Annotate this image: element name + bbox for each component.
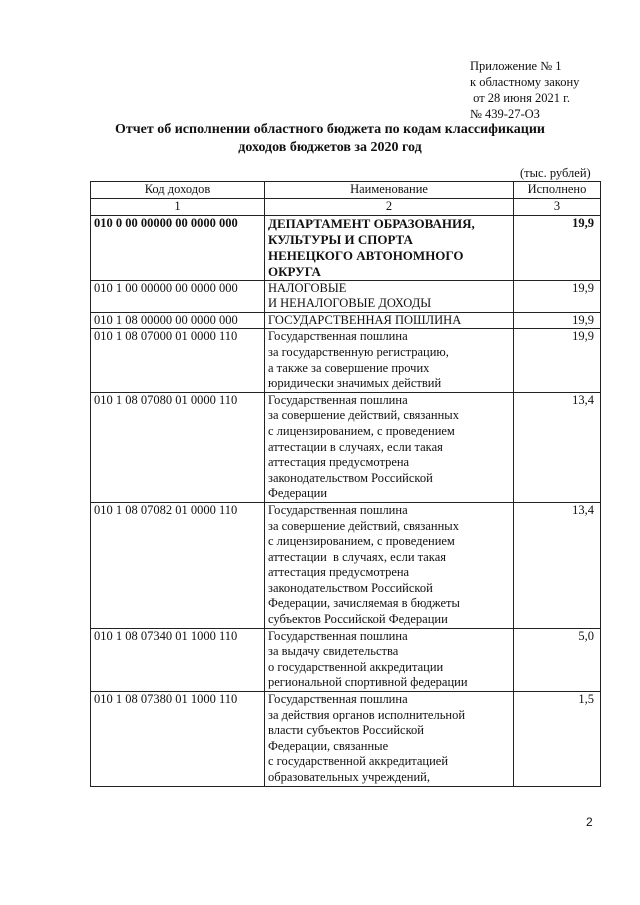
revenue-name [265, 502, 514, 628]
table-row [91, 692, 601, 787]
revenue-name-line: законодательством Российской [268, 470, 433, 485]
executed-value: 19,9 [514, 215, 601, 280]
revenue-name [265, 692, 514, 787]
appendix-line: к областному закону [470, 75, 580, 89]
revenue-code: 010 1 08 07082 01 0000 110 [91, 502, 265, 628]
column-number-row [91, 199, 601, 216]
table-row [91, 392, 601, 502]
appendix-block [470, 58, 630, 122]
executed-value: 19,9 [514, 312, 601, 329]
revenue-name-line: образовательных учреждений, [268, 770, 430, 784]
revenue-code: 010 1 08 07380 01 1000 110 [91, 692, 265, 787]
revenue-code: 010 0 00 00000 00 0000 000 [91, 215, 265, 280]
revenue-name-line: Государственная пошлина [268, 329, 408, 344]
revenue-name [265, 312, 514, 329]
revenue-name-line: Федерации, зачисляемая в бюджеты [268, 596, 460, 611]
report-title-line: доходов бюджетов за 2020 год [238, 140, 422, 155]
table-row [91, 329, 601, 392]
revenue-name-line: с лицензированием, с проведением [268, 534, 455, 549]
report-title [60, 121, 600, 157]
column-number: 3 [514, 199, 601, 216]
page-number: 2 [586, 815, 593, 829]
appendix-line: Приложение № 1 [470, 59, 562, 73]
appendix-line: от 28 июня 2021 г. [470, 91, 570, 105]
revenue-name-line: Государственная пошлина [268, 692, 408, 707]
executed-value: 19,9 [514, 329, 601, 392]
revenue-name-line: И НЕНАЛОГОВЫЕ ДОХОДЫ [268, 296, 432, 311]
revenue-name [265, 628, 514, 691]
revenue-name-line: с государственной аккредитацией [268, 754, 449, 769]
revenue-code: 010 1 08 07000 01 0000 110 [91, 329, 265, 392]
revenue-name-line: аттестация предусмотрена [268, 565, 410, 580]
units-label: (тыс. рублей) [520, 166, 591, 180]
revenue-name-line: Федерации [268, 486, 328, 501]
revenue-name [265, 280, 514, 312]
revenue-table [90, 181, 601, 787]
appendix-line: № 439-27-ОЗ [470, 107, 540, 121]
revenue-name [265, 392, 514, 502]
executed-value: 19,9 [514, 280, 601, 312]
revenue-name-line: субъектов Российской Федерации [268, 612, 448, 627]
revenue-name-line: аттестации в случаях, если такая [268, 439, 443, 454]
table-header-row [91, 182, 601, 199]
revenue-name-line: ГОСУДАРСТВЕННАЯ ПОШЛИНА [268, 312, 462, 327]
table-row [91, 628, 601, 691]
revenue-code: 010 1 08 07080 01 0000 110 [91, 392, 265, 502]
table-row [91, 280, 601, 312]
revenue-name-line: Федерации, связанные [268, 738, 389, 753]
table-row [91, 502, 601, 628]
revenue-name-line: Государственная пошлина [268, 502, 408, 517]
executed-value: 1,5 [514, 692, 601, 787]
revenue-name [265, 215, 514, 280]
revenue-name-line: аттестации в случаях, если такая [268, 549, 446, 564]
column-number: 2 [265, 199, 514, 216]
revenue-name-line: а также за совершение прочих [268, 360, 430, 375]
revenue-name-line: региональной спортивной федерации [268, 675, 468, 690]
revenue-name-line: за совершение действий, связанных [268, 408, 459, 423]
column-number: 1 [91, 199, 265, 216]
header-name: Наименование [265, 182, 514, 199]
revenue-name-line: Государственная пошлина [268, 628, 408, 643]
executed-value: 5,0 [514, 628, 601, 691]
executed-value: 13,4 [514, 392, 601, 502]
revenue-name-line: за выдачу свидетельства [268, 644, 399, 659]
table-row [91, 215, 601, 280]
revenue-name-line: юридически значимых действий [268, 376, 442, 391]
revenue-name-line: за государственную регистрацию, [268, 344, 449, 359]
revenue-name-line: аттестация предусмотрена [268, 455, 410, 470]
report-title-line: Отчет об исполнении областного бюджета по кодам классификации [114, 122, 545, 137]
table-row [91, 312, 601, 329]
revenue-name-line: КУЛЬТУРЫ И СПОРТА [268, 231, 413, 247]
revenue-name-line: НАЛОГОВЫЕ [268, 280, 347, 295]
executed-value: 13,4 [514, 502, 601, 628]
revenue-name-line: власти субъектов Российской [268, 723, 424, 738]
revenue-code: 010 1 00 00000 00 0000 000 [91, 280, 265, 312]
revenue-name [265, 329, 514, 392]
revenue-code: 010 1 08 07340 01 1000 110 [91, 628, 265, 691]
header-code: Код доходов [91, 182, 265, 199]
revenue-name-line: законодательством Российской [268, 580, 433, 595]
revenue-name-line: Государственная пошлина [268, 392, 408, 407]
header-executed: Исполнено [514, 182, 601, 199]
revenue-code: 010 1 08 00000 00 0000 000 [91, 312, 265, 329]
revenue-name-line: НЕНЕЦКОГО АВТОНОМНОГО [268, 247, 464, 263]
table-body [91, 215, 601, 786]
revenue-name-line: ОКРУГА [268, 263, 321, 279]
revenue-name-line: с лицензированием, с проведением [268, 423, 455, 438]
revenue-name-line: за совершение действий, связанных [268, 518, 459, 533]
revenue-name-line: о государственной аккредитации [268, 659, 444, 674]
revenue-name-line: ДЕПАРТАМЕНТ ОБРАЗОВАНИЯ, [268, 215, 475, 231]
revenue-name-line: за действия органов исполнительной [268, 707, 466, 722]
